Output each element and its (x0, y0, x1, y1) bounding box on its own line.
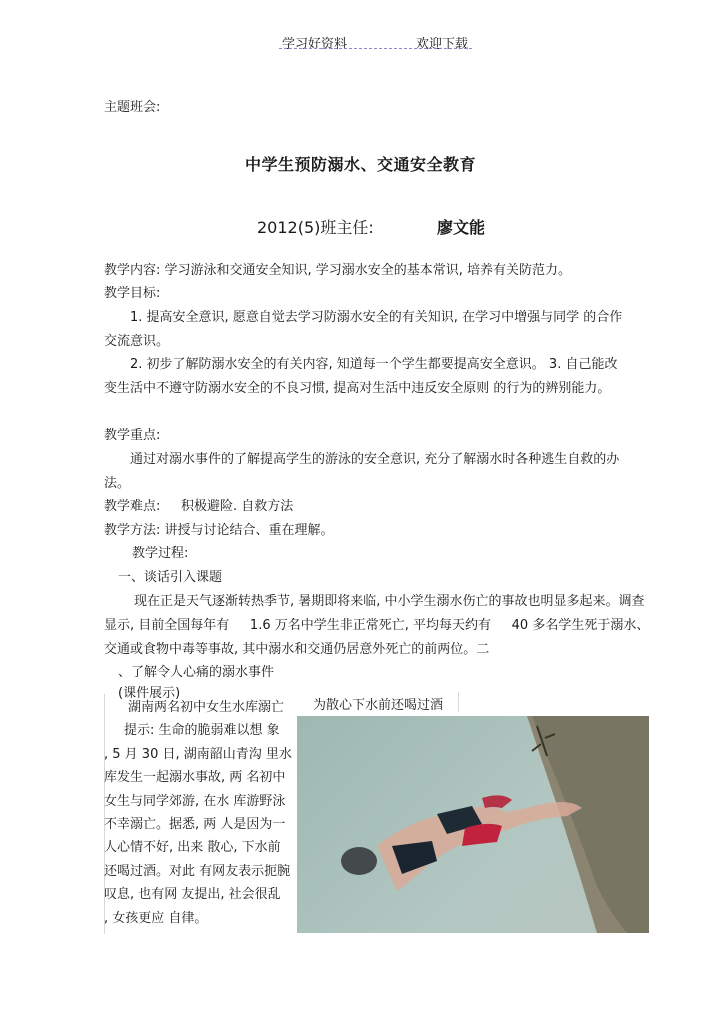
goal-label: 教学目标: (104, 286, 161, 301)
clothing-red (462, 824, 502, 846)
case-line: 不幸溺亡。据悉, 两 人是因为一 (104, 817, 286, 833)
hair-shape (341, 847, 377, 875)
step-1-heading: 一、谈话引入课题 (118, 570, 223, 585)
process-label: 教学过程: (132, 546, 189, 561)
case-line: 还喝过酒。对此 有网友表示扼腕 (104, 863, 291, 879)
image-caption: 为散心下水前还喝过酒 (313, 698, 444, 713)
method-text: 教学方法: 讲授与讨论结合、重在理解。 (104, 523, 334, 538)
case-text-block (104, 696, 294, 930)
case-line: 提示: 生命的脆弱难以想 象 (124, 723, 280, 739)
case-line: , 女孩更应 自律。 (104, 910, 208, 926)
class-info: 2012(5)班主任: (257, 218, 374, 237)
document-title: 中学生预防溺水、交通安全教育 (245, 155, 477, 174)
step-1-text: 现在正是天气逐渐转热季节, 暑期即将来临, 中小学生溺水伤亡的事故也明显多起来。调查显示, 目前全国每年有 1.6 万名中学生非正常死亡, 平均每天约有 40 多名学生死于溺水、交通或食物中毒等事故, 其中溺水和交通仍居意外死亡的前两位。二 (104, 594, 650, 657)
case-line: 女生与同学郊游, 在水 库游野泳 (104, 793, 286, 809)
case-title: 湖南两名初中女生水库溺亡 (128, 700, 285, 715)
news-photo (297, 716, 649, 933)
header-left-text: 学习好资料 (282, 37, 348, 52)
key-point-text: 通过对溺水事件的了解提高学生的游泳的安全意识, 充分了解溺水时各种逃生自救的办法。 (104, 452, 620, 491)
header-right-text: 欢迎下载 (416, 37, 469, 52)
goal-1: 1. 提高安全意识, 愿意自觉去学习防溺水安全的有关知识, 在学习中增强与同学 的合作交流意识。 (104, 310, 623, 349)
case-line: 叹息, 也有网 友提出, 社会很乱 (104, 887, 281, 903)
key-point-label: 教学重点: (104, 428, 161, 443)
case-line: , 5 月 30 日, 湖南韶山青沟 里水 (104, 746, 292, 762)
theme-label: 主题班会: (104, 100, 161, 115)
clothing-pink (482, 795, 512, 808)
difficulty-text: 教学难点: 积极避险. 自救方法 (104, 499, 294, 514)
step-2-heading: 、了解令人心痛的溺水事件 (118, 665, 275, 680)
header-divider (279, 48, 472, 49)
table-border-mid (458, 692, 459, 712)
courseware-note: (课件展示) (118, 686, 181, 701)
photo-illustration (297, 716, 649, 933)
case-line: 库发生一起溺水事故, 两 名初中 (104, 770, 286, 786)
teacher-name: 廖文能 (437, 218, 486, 237)
case-line: 人心情不好, 出来 散心, 下水前 (104, 840, 281, 856)
teaching-content: 教学内容: 学习游泳和交通安全知识, 学习溺水安全的基本常识, 培养有关防范力。 (104, 263, 572, 278)
goal-2: 2. 初步了解防溺水安全的有关内容, 知道每一个学生都要提高安全意识。 3. 自己能改变生活中不遵守防溺水安全的不良习惯, 提高对生活中违反安全原则 的行为的辨别能力。 (104, 357, 618, 396)
